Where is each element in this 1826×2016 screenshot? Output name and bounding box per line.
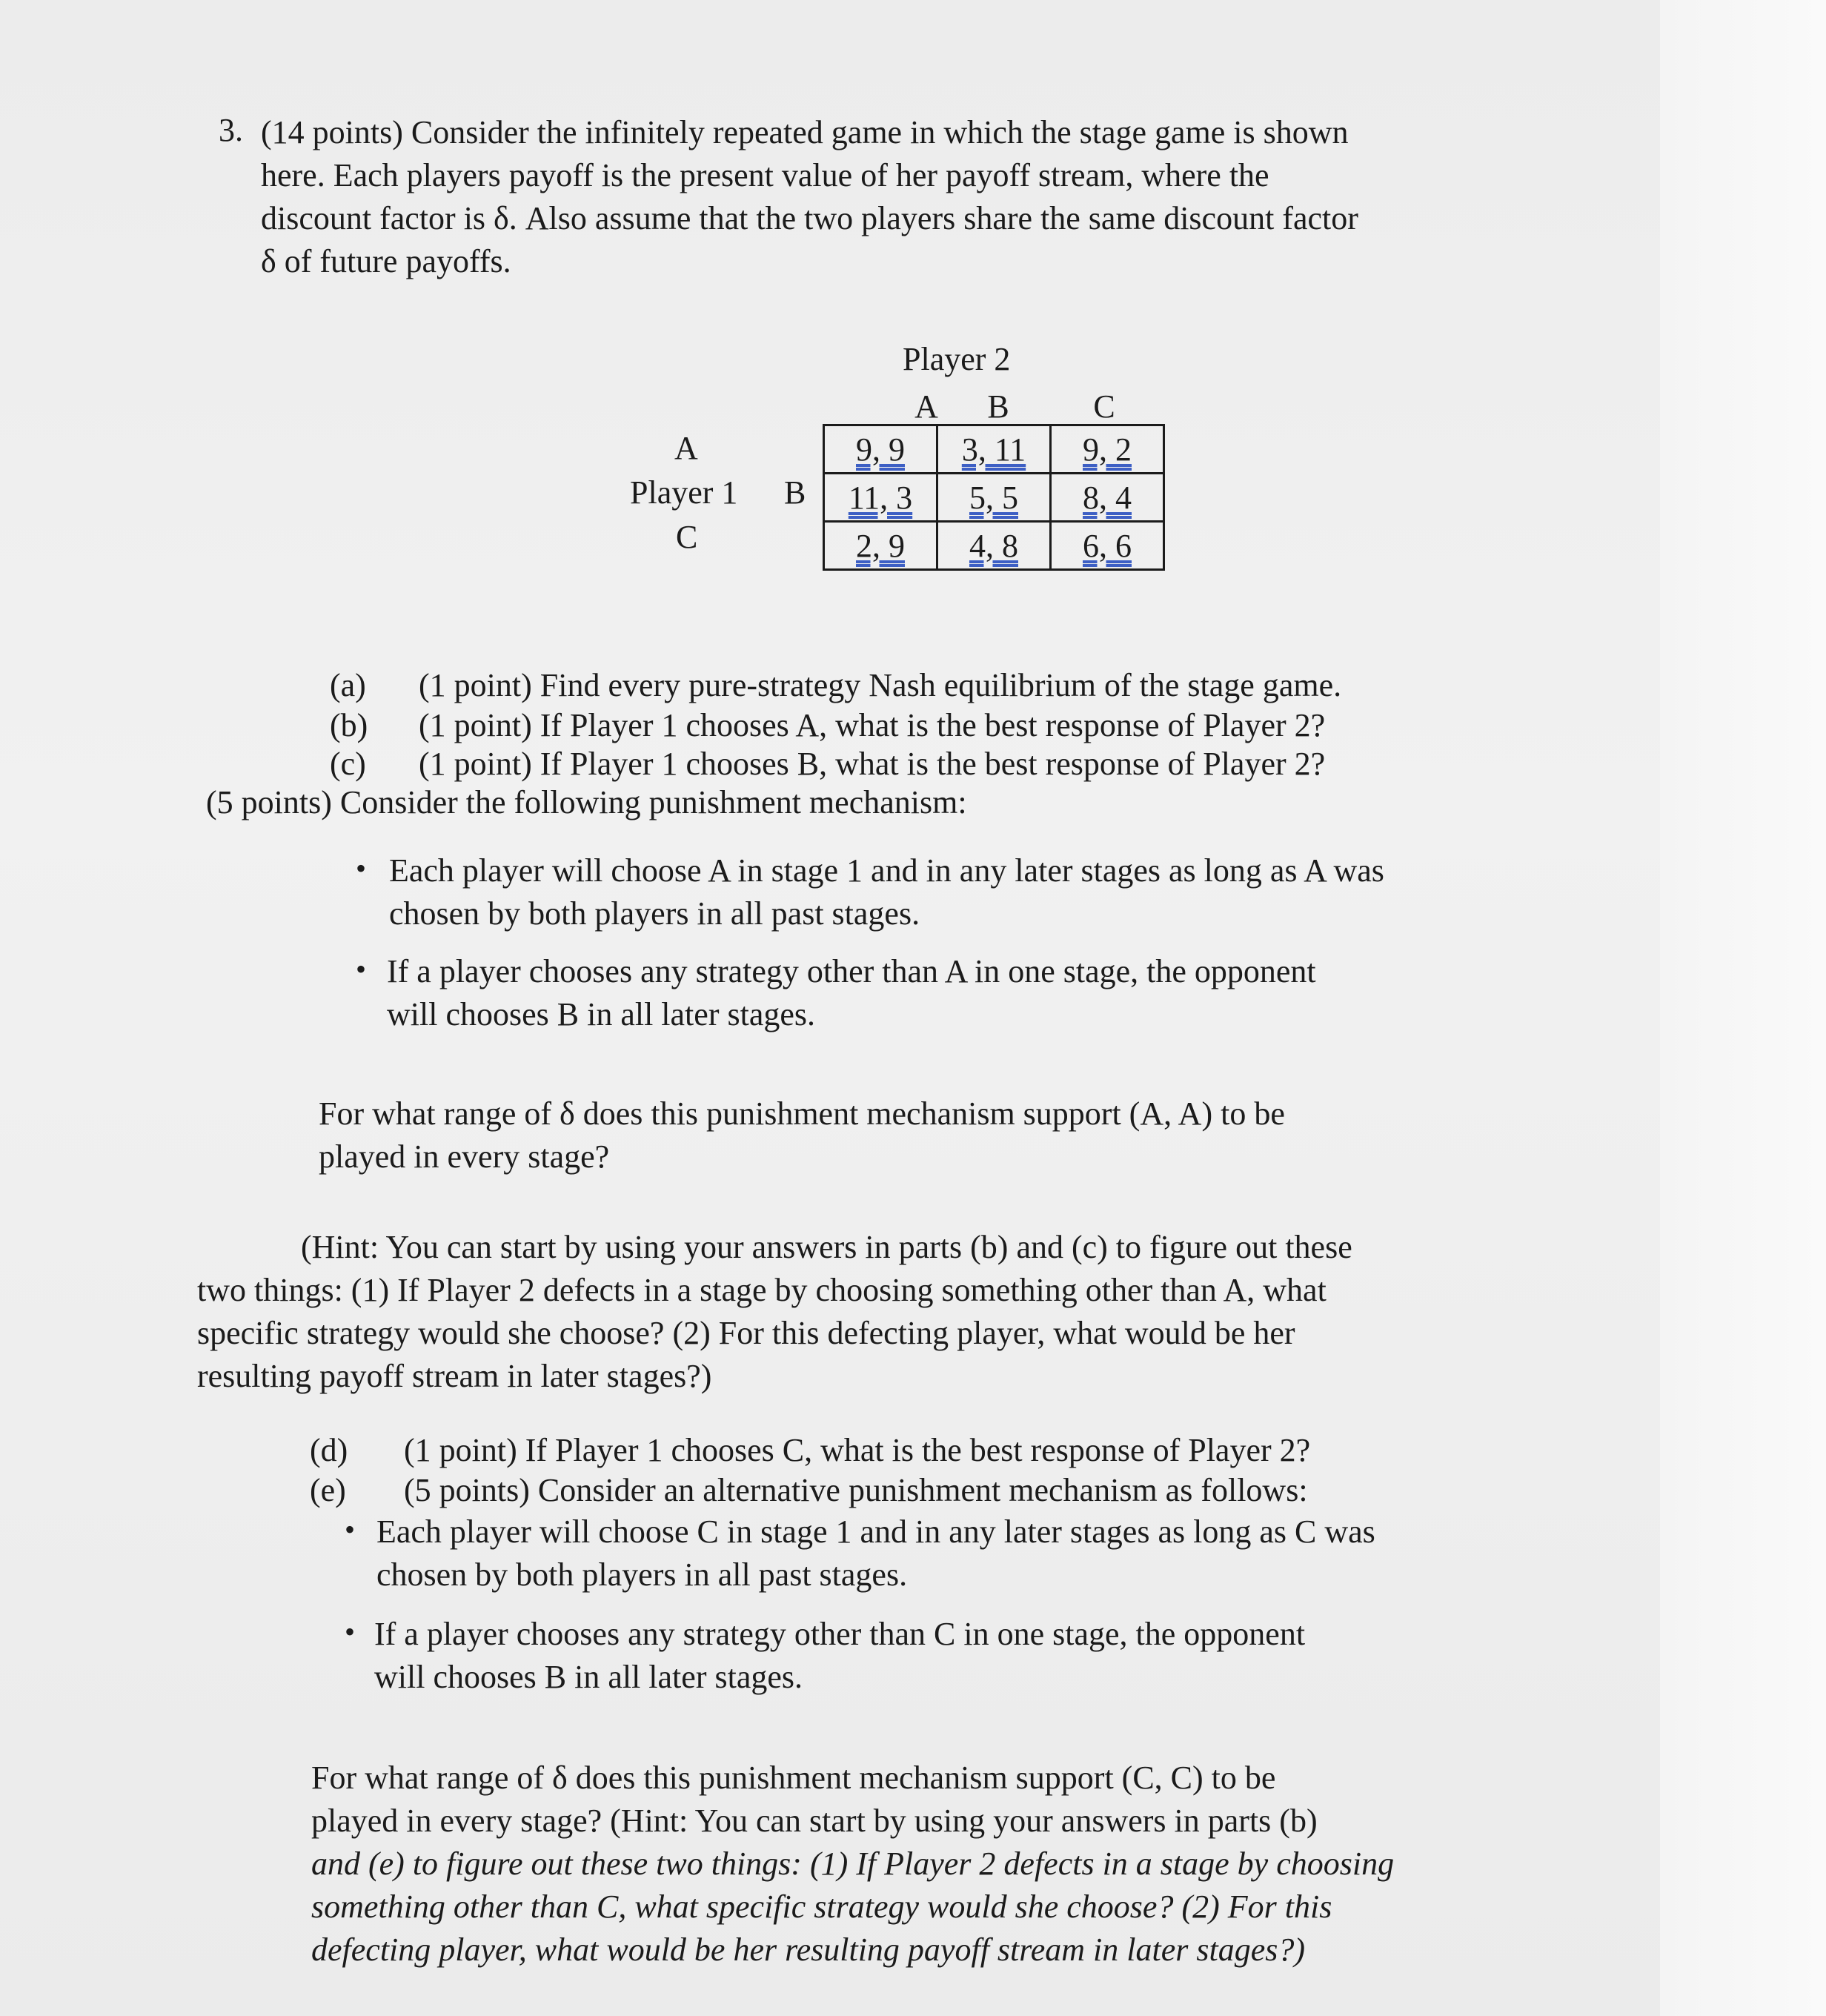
player1-label: Player 1 [630, 474, 738, 511]
bullet-icon: • [356, 952, 367, 986]
question-range-cc: For what range of δ does this punishment mechanism support (C, C) to be played in every stage? (Hint: You can start by using your answers in parts (b) and (e) to figure out these two things: (1) If Player 2 defects in a stage by choosing something other than C, what specific strategy would she choose? (2) For this defecting player, what would be her resulting payoff stream in later stages?) [311, 1760, 1395, 1968]
payoff-cell: 5, 5 [937, 474, 1051, 522]
part-b-label: (b) [330, 707, 368, 743]
hint-block: (Hint: You can start by using your answers in parts (b) and (c) to figure out these two things: (1) If Player 2 defects in a stage by choosing something other than A, what specific strategy would she choose? (2) For this defecting player, what would be her resulting payoff stream in later stages?) [197, 1229, 1352, 1394]
payoff-cell: 3, 11 [937, 425, 1051, 474]
payoff-cell: 2, 9 [824, 522, 937, 570]
part-c-label: (c) [330, 746, 366, 782]
player2-label: Player 2 [903, 341, 1011, 377]
question-number: 3. [219, 112, 243, 148]
part-a-label: (a) [330, 667, 366, 703]
part-d-label: (d) [310, 1432, 348, 1468]
bullet-item: Each player will choose C in stage 1 and in any later stages as long as C was chosen by both players in all past stages. [376, 1513, 1375, 1593]
row-header-a: A [674, 430, 698, 466]
bullet-item: If a player chooses any strategy other than C in one stage, the opponent will chooses B in all later stages. [374, 1616, 1306, 1695]
question-range-aa: For what range of δ does this punishment mechanism support (A, A) to be played in every stage? [319, 1095, 1285, 1175]
part-d-text: (1 point) If Player 1 chooses C, what is the best response of Player 2? [404, 1432, 1311, 1468]
intro-line: discount factor is δ. Also assume that the two players share the same discount factor [261, 200, 1358, 236]
col-header-a: A [914, 388, 938, 425]
bullet-icon: • [356, 852, 367, 885]
part-5pt-intro: (5 points) Consider the following punishment mechanism: [206, 784, 967, 820]
bullet-icon: • [345, 1615, 356, 1648]
payoff-cell: 4, 8 [937, 522, 1051, 570]
payoff-matrix [823, 424, 1165, 571]
part-c-text: (1 point) If Player 1 chooses B, what is the best response of Player 2? [419, 746, 1326, 782]
part-b-text: (1 point) If Player 1 chooses A, what is the best response of Player 2? [419, 707, 1326, 743]
bullet-icon: • [345, 1513, 356, 1546]
part-a-text: (1 point) Find every pure-strategy Nash equilibrium of the stage game. [419, 667, 1342, 703]
part-e-label: (e) [310, 1472, 346, 1508]
payoff-cell: 8, 4 [1051, 474, 1164, 522]
matrix-row [824, 425, 1164, 474]
col-header-c: C [1093, 388, 1115, 425]
part-e-text: (5 points) Consider an alternative punishment mechanism as follows: [404, 1472, 1308, 1508]
intro-line: (14 points) Consider the infinitely repeated game in which the stage game is shown [261, 114, 1349, 150]
payoff-cell: 11, 3 [824, 474, 937, 522]
payoff-cell: 6, 6 [1051, 522, 1164, 570]
page-edge [1660, 0, 1826, 2016]
row-header-c: C [676, 519, 698, 555]
question-intro [261, 111, 1476, 283]
matrix-row [824, 474, 1164, 522]
payoff-cell: 9, 9 [824, 425, 937, 474]
bullet-item: Each player will choose A in stage 1 and in any later stages as long as A was chosen by both players in all past stages. [389, 852, 1384, 932]
intro-line: δ of future payoffs. [261, 243, 511, 279]
row-header-b: B [784, 474, 806, 511]
matrix-row [824, 522, 1164, 570]
col-header-b: B [987, 388, 1009, 425]
bullet-item: If a player chooses any strategy other than A in one stage, the opponent will chooses B in all later stages. [387, 953, 1316, 1032]
intro-line: here. Each players payoff is the present value of her payoff stream, where the [261, 157, 1269, 193]
payoff-cell: 9, 2 [1051, 425, 1164, 474]
